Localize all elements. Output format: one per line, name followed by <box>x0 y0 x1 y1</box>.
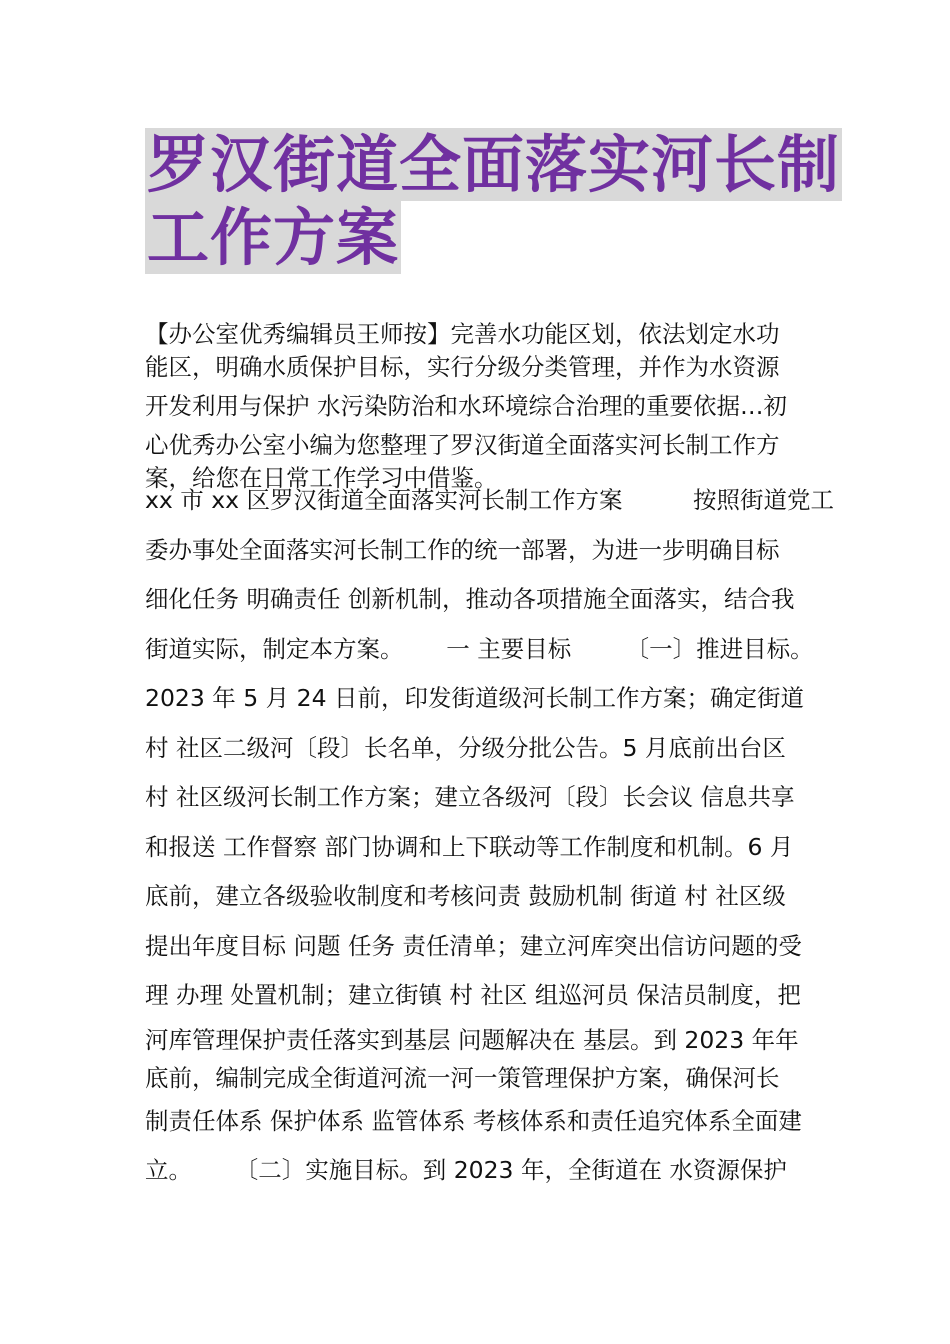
body-line: 提出年度目标 问题 任务 责任清单；建立河库突出信访问题的受 <box>145 931 802 960</box>
intro-line: 心优秀办公室小编为您整理了罗汉街道全面落实河长制工作方 <box>145 431 780 459</box>
intro-line: 【办公室优秀编辑员王师按】完善水功能区划，依法划定水功 <box>145 320 780 348</box>
body-line: 村 社区级河长制工作方案；建立各级河〔段〕长会议 信息共享 <box>145 783 795 811</box>
body-line: xx 市 xx 区罗汉街道全面落实河长制工作方案 按照街道党工 <box>145 486 835 514</box>
intro-line: 能区，明确水质保护目标，实行分级分类管理，并作为水资源 <box>145 353 780 381</box>
body-line: 街道实际，制定本方案。 一 主要目标 〔一〕推进目标。 <box>145 634 814 663</box>
title-line-2: 工作方案 <box>147 201 400 274</box>
body-text <box>145 476 835 1196</box>
body-line: 2023 年 5 月 24 日前，印发街道级河长制工作方案；确定街道 <box>145 684 805 712</box>
body-line: 制责任体系 保护体系 监管体系 考核体系和责任追究体系全面建 <box>145 1106 802 1135</box>
body-line: 理 办理 处置机制；建立街镇 村 社区 组巡河员 保洁员制度，把 <box>145 981 801 1009</box>
body-line: 委办事处全面落实河长制工作的统一部署，为进一步明确目标 <box>145 535 780 564</box>
document-title <box>145 128 841 274</box>
body-line: 细化任务 明确责任 创新机制，推动各项措施全面落实，结合我 <box>145 585 795 613</box>
editor-intro-paragraph <box>145 318 810 495</box>
body-line: 村 社区二级河〔段〕长名单，分级分批公告。5 月底前出台区 <box>145 733 786 762</box>
intro-line: 开发利用与保护 水污染防治和水环境综合治理的重要依据…初 <box>145 392 787 420</box>
body-line: 和报送 工作督察 部门协调和上下联动等工作制度和机制。6 月 <box>145 832 794 861</box>
body-line: 底前，建立各级验收制度和考核问责 鼓励机制 街道 村 社区级 <box>145 882 786 910</box>
body-line: 底前，编制完成全街道河流一河一策管理保护方案，确保河长 <box>145 1063 780 1092</box>
intro-line: 案，给您在日常工作学习中借鉴。 <box>145 464 498 492</box>
body-line: 河库管理保护责任落实到基层 问题解决在 基层。到 2023 年年 <box>145 1025 799 1054</box>
title-line-1: 罗汉街道全面落实河长制 <box>147 128 841 201</box>
body-line: 立。 〔二〕实施目标。到 2023 年，全街道在 水资源保护 <box>145 1156 787 1184</box>
